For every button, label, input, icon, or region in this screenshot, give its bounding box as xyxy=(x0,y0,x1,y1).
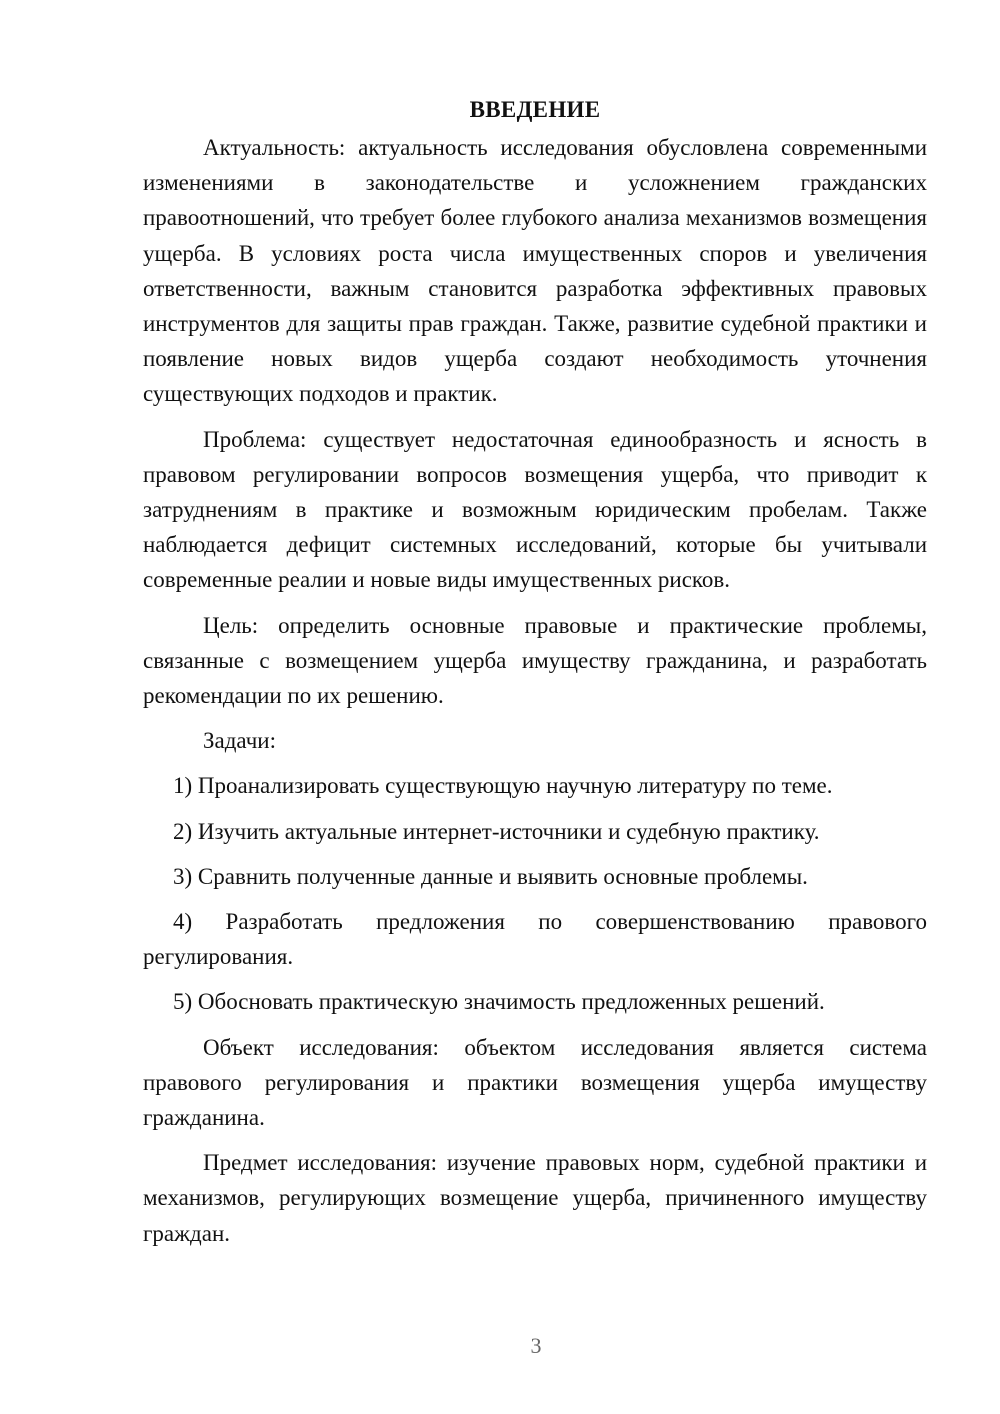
paragraph-problem: Проблема: существует недостаточная единообразность и ясность в правовом регулировании вопросов возмещения ущерба, что приводит к затруднениям в практике и возможным юридическим пробелам. Также наблюдается дефицит системных исследований, которые бы учитывали современные реалии и новые виды имущественных рисков. xyxy=(143,426,927,593)
paragraph-relevance: Актуальность: актуальность исследования обусловлена современными изменениями в законодательстве и усложнением гражданских правоотношений, что требует более глубокого анализа механизмов возмещения ущерба. В условиях роста числа имущественных споров и увеличения ответственности, важным становится разработка эффективных правовых инструментов для защиты прав граждан. Также, развитие судебной практики и появление новых видов ущерба создают необходимость уточнения существующих подходов и практик. xyxy=(143,135,927,407)
paragraph-object: Объект исследования: объектом исследования является система правового регулирования и практики возмещения ущерба имуществу гражданина. xyxy=(143,1034,927,1131)
page-content xyxy=(143,92,927,1261)
page-number: 3 xyxy=(530,1333,542,1358)
task-item-3: 3) Сравнить полученные данные и выявить основные проблемы. xyxy=(173,863,808,889)
paragraph-subject: Предмет исследования: изучение правовых норм, судебной практики и механизмов, регулирующих возмещение ущерба, причиненного имуществу граждан. xyxy=(143,1150,927,1246)
task-item-2: 2) Изучить актуальные интернет-источники и судебную практику. xyxy=(173,818,820,844)
page-title: ВВЕДЕНИЕ xyxy=(469,97,601,122)
task-item-1: 1) Проанализировать существующую научную литературу по теме. xyxy=(173,773,833,799)
paragraph-goal: Цель: определить основные правовые и практические проблемы, связанные с возмещением ущерба имуществу гражданина, и разработать рекомендации по их решению. xyxy=(143,612,927,709)
task-item-4: 4) Разработать предложения по совершенствованию правового регулирования. xyxy=(143,909,927,970)
tasks-heading: Задачи: xyxy=(203,728,276,754)
task-item-5: 5) Обосновать практическую значимость предложенных решений. xyxy=(173,989,825,1015)
